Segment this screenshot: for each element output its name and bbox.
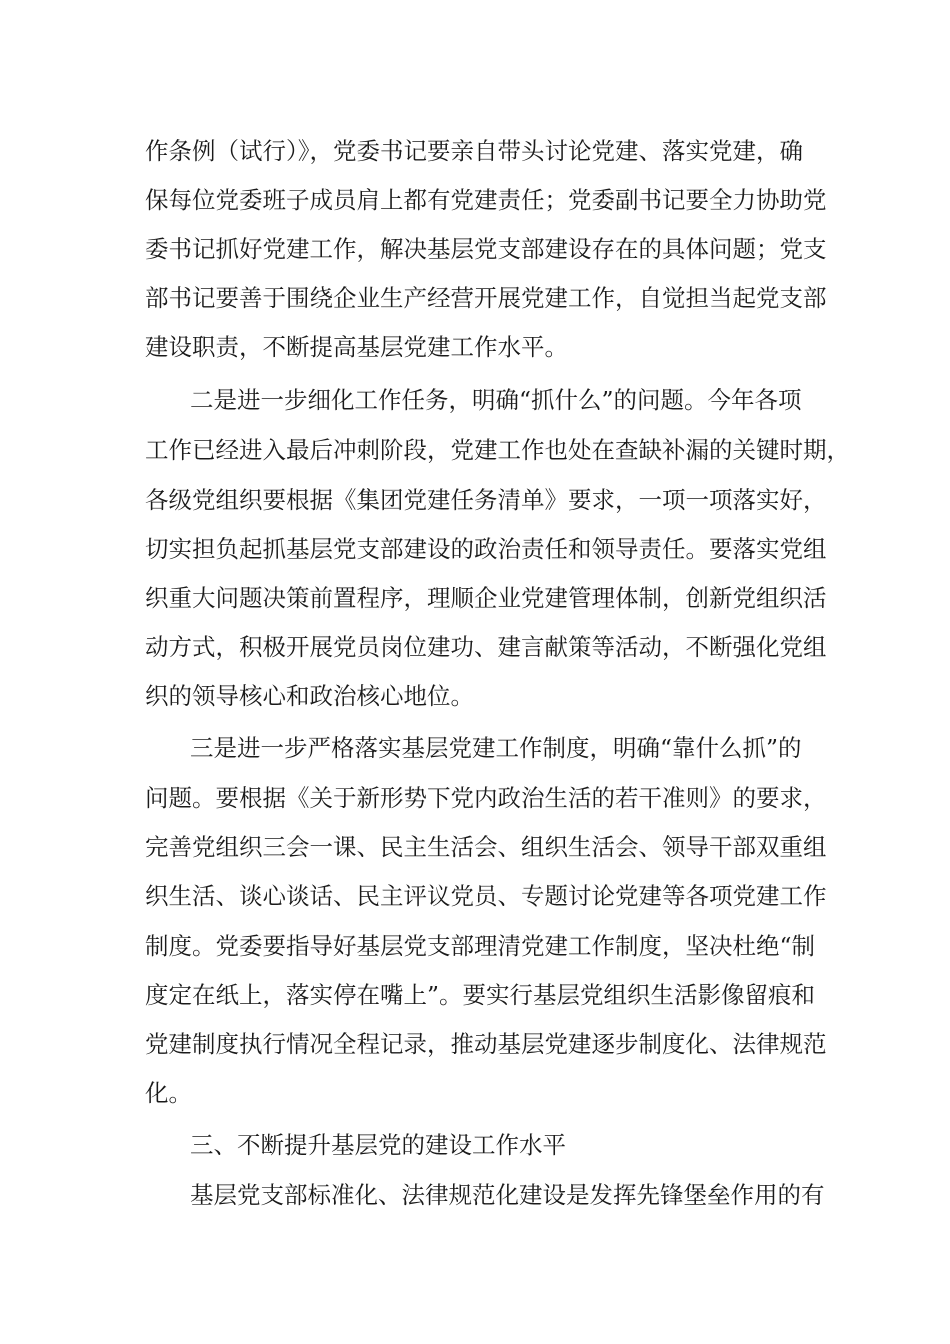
text-line: 织生活、谈心谈话、民主评议党员、专题讨论党建等各项党建工作	[145, 882, 827, 910]
text-line: 保每位党委班子成员肩上都有党建责任；党委副书记要全力协助党	[145, 186, 827, 214]
paragraph-start-line: 基层党支部标准化、法律规范化建设是发挥先锋堡垒作用的有	[190, 1181, 825, 1209]
text-line: 化。	[145, 1079, 192, 1107]
text-line: 度定在纸上，落实停在嘴上”。要实行基层党组织生活影像留痕和	[145, 981, 816, 1009]
text-line: 作条例（试行）》，党委书记要亲自带头讨论党建、落实党建，确	[145, 137, 803, 165]
text-line: 制度。党委要指导好基层党支部理清党建工作制度，坚决杜绝“制	[145, 932, 816, 960]
text-line: 织的领导核心和政治核心地位。	[145, 682, 474, 710]
text-line: 工作已经进入最后冲刺阶段，党建工作也处在查缺补漏的关键时期，	[145, 436, 850, 464]
text-line: 委书记抓好党建工作，解决基层党支部建设存在的具体问题；党支	[145, 235, 827, 263]
text-line: 织重大问题决策前置程序，理顺企业党建管理体制，创新党组织活	[145, 584, 827, 612]
paragraph-start-line: 三是进一步严格落实基层党建工作制度，明确“靠什么抓”的	[190, 734, 802, 762]
section-heading: 三、不断提升基层党的建设工作水平	[190, 1131, 566, 1159]
text-line: 各级党组织要根据《集团党建任务清单》要求，一项一项落实好，	[145, 486, 827, 514]
text-line: 完善党组织三会一课、民主生活会、组织生活会、领导干部双重组	[145, 833, 827, 861]
text-line: 问题。要根据《关于新形势下党内政治生活的若干准则》的要求，	[145, 784, 827, 812]
text-line: 党建制度执行情况全程记录，推动基层党建逐步制度化、法律规范	[145, 1030, 827, 1058]
text-line: 部书记要善于围绕企业生产经营开展党建工作，自觉担当起党支部	[145, 284, 827, 312]
paragraph-start-line: 二是进一步细化工作任务，明确“抓什么”的问题。今年各项	[190, 386, 802, 414]
text-line: 动方式，积极开展党员岗位建功、建言献策等活动，不断强化党组	[145, 633, 827, 661]
text-line: 切实担负起抓基层党支部建设的政治责任和领导责任。要落实党组	[145, 535, 827, 563]
text-line: 建设职责，不断提高基层党建工作水平。	[145, 333, 568, 361]
